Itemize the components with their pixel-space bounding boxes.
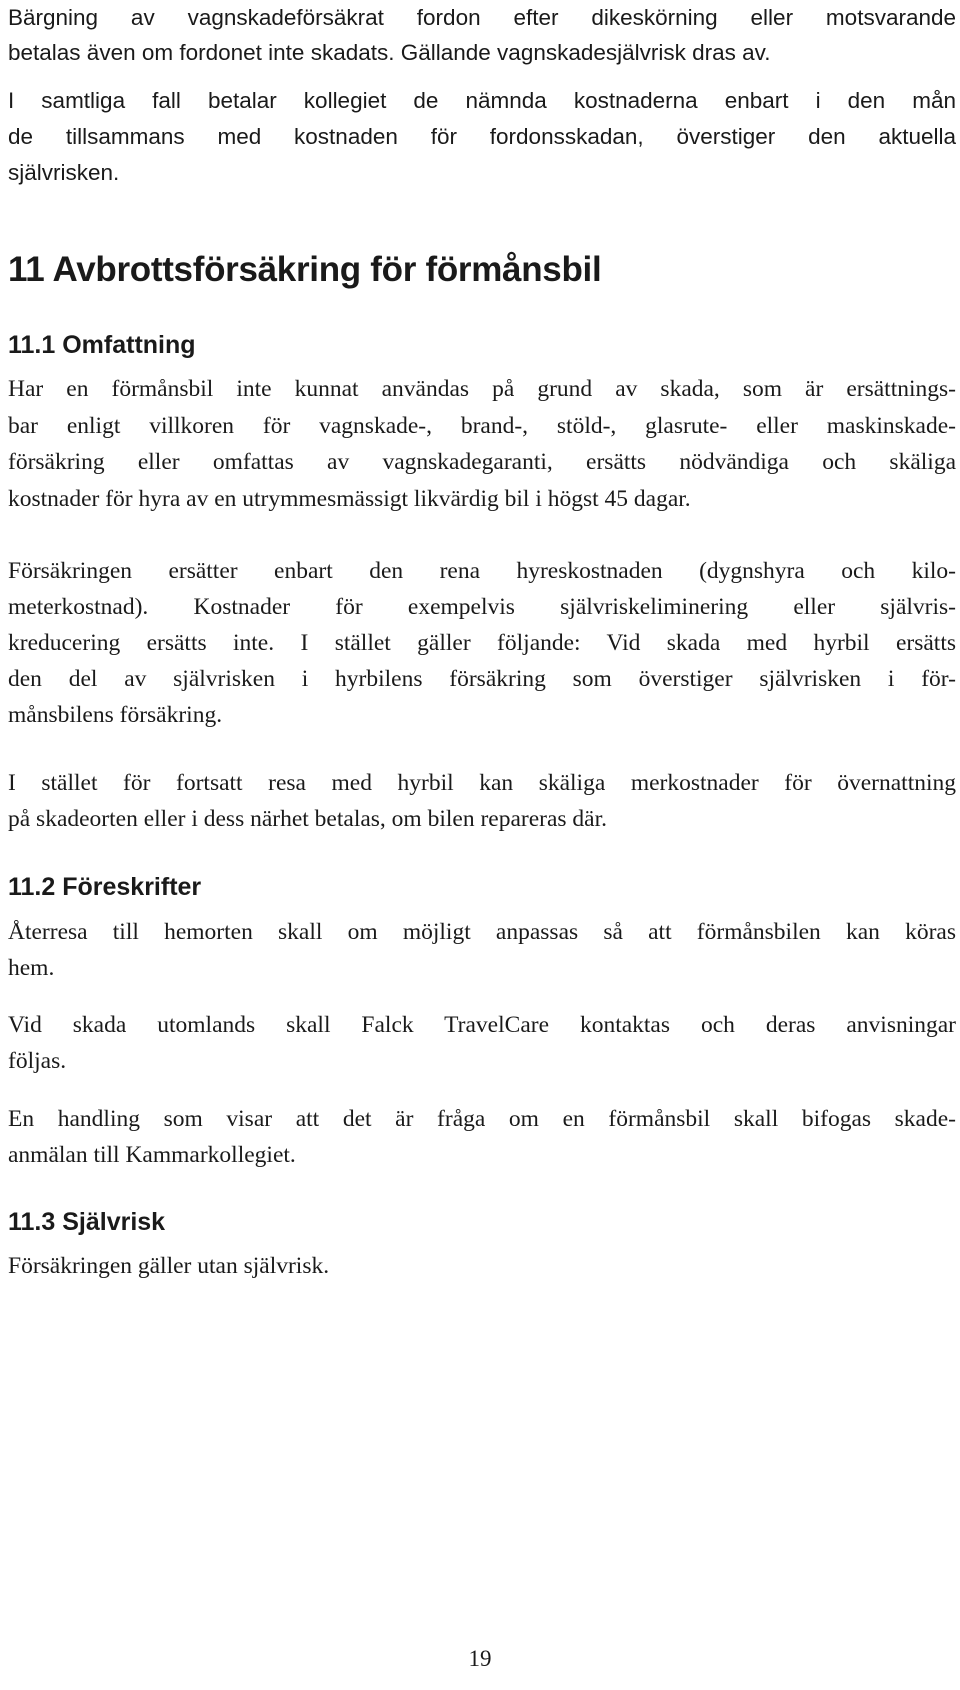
text-line: försäkring eller omfattas av vagnskadegaranti, ersätts nödvändiga och skäliga [8,449,956,475]
intro-paragraph-2 [8,83,956,191]
text-line: följas. [8,1048,67,1074]
text-line: I stället för fortsatt resa med hyrbil kan skäliga merkostnader för övernattning [8,770,956,796]
subsection-11-3-title: 11.3 Självrisk [8,1208,166,1236]
text-line: kreducering ersätts inte. I stället gäller följande: Vid skada med hyrbil ersätts [8,630,956,656]
text-line: anmälan till Kammarkollegiet. [8,1142,296,1168]
page-number: 19 [468,1646,492,1671]
section-11-title: 11 Avbrottsförsäkring för förmånsbil [8,250,602,289]
text-line: Bärgning av vagnskadeförsäkrat fordon efter dikeskörning eller motsvarande [8,5,956,30]
text-line: En handling som visar att det är fråga om en förmånsbil skall bifogas skade- [8,1106,956,1132]
text-line: meterkostnad). Kostnader för exempelvis självriskeliminering eller självris- [8,594,956,620]
subsection-heading [8,1207,956,1237]
text-line: hem. [8,955,55,981]
subsection-11-2-paragraph-1 [8,914,956,986]
subsection-11-2-title: 11.2 Föreskrifter [8,873,202,901]
text-line: Har en förmånsbil inte kunnat användas på grund av skada, som är ersättnings- [8,376,956,402]
intro-paragraph-1 [8,0,956,70]
text-line: kostnader för hyra av en utrymmesmässigt likvärdig bil i högst 45 dagar. [8,485,691,512]
text-line: de tillsammans med kostnaden för fordonsskadan, överstiger den aktuella [8,124,956,149]
subsection-heading [8,330,956,360]
subsection-11-2-paragraph-3 [8,1101,956,1173]
text-line: Försäkringen gäller utan självrisk. [8,1253,330,1279]
subsection-11-1-paragraph-3 [8,765,956,837]
text-line: den del av självrisken i hyrbilens försäkring som överstiger självrisken i för- [8,666,956,692]
subsection-11-1-title: 11.1 Omfattning [8,331,196,359]
text-line: självrisken. [8,160,120,185]
text-line: månsbilens försäkring. [8,702,223,728]
subsection-heading [8,872,956,902]
section-heading [8,250,956,290]
subsection-11-1-paragraph-2 [8,553,956,733]
text-line: på skadeorten eller i dess närhet betalas, om bilen repareras där. [8,806,607,832]
text-line: I samtliga fall betalar kollegiet de nämnda kostnaderna enbart i den mån [8,88,956,113]
text-line: Vid skada utomlands skall Falck TravelCare kontaktas och deras anvisningar [8,1012,956,1038]
subsection-11-3-paragraph-1 [8,1248,956,1284]
text-line: Försäkringen ersätter enbart den rena hyreskostnaden (dygnshyra och kilo- [8,558,956,584]
subsection-11-1-paragraph-1 [8,371,956,517]
subsection-11-2-paragraph-2 [8,1007,956,1079]
text-line: bar enligt villkoren för vagnskade-, brand-, stöld-, glasrute- eller maskinskade- [8,412,956,439]
text-line: Återresa till hemorten skall om möjligt anpassas så att förmånsbilen kan köras [8,919,956,945]
text-line: betalas även om fordonet inte skadats. Gällande vagnskadesjälvrisk dras av. [8,40,771,65]
